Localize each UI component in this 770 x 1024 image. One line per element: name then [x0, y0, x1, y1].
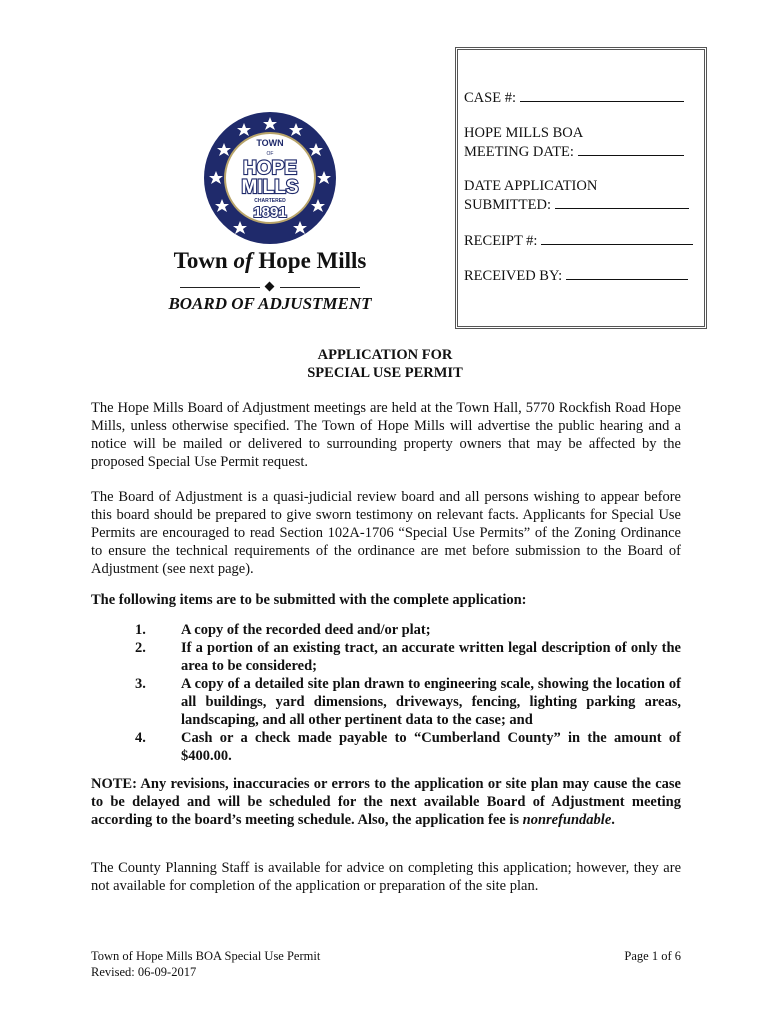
diamond-icon	[265, 282, 275, 292]
note-nonrefundable: nonrefundable	[522, 812, 612, 828]
meeting-date-row	[464, 142, 684, 161]
title-ornament-divider	[180, 281, 360, 293]
date-application-line1: DATE APPLICATION	[464, 178, 598, 194]
receipt-row	[464, 231, 693, 250]
intro-paragraph: The Hope Mills Board of Adjustment meetings are held at the Town Hall, 5770 Rockfish Road Hope Mills, unless otherwise specified. The Town of Hope Mills will advertise the public hearing and a notice will be mailed or delivered to surrounding property owners that may be affected by the proposed Special Use Permit request.	[91, 400, 681, 470]
submitted-label: SUBMITTED:	[464, 197, 551, 213]
items-list	[91, 621, 681, 771]
list-item-text: Cash or a check made payable to “Cumberland County” in the amount of $400.00.	[181, 730, 681, 764]
board-paragraph: The Board of Adjustment is a quasi-judicial review board and all persons wishing to appear before this board should be prepared to give sworn testimony on relevant facts. Applicants for Special Use Permits are encouraged to read Section 102A-1706 “Special Use Permits” of the Zoning Ordinance to ensure the technical requirements of the ordinance are met before submission to the Board of Adjustment (see next page).	[91, 489, 681, 577]
case-number-label: CASE #:	[464, 90, 516, 106]
list-item-text: A copy of a detailed site plan drawn to engineering scale, showing the location of all buildings, yard dimensions, driveways, fencing, lighting parking areas, landscaping, and all other pertinent data to the case; and	[181, 676, 681, 728]
meeting-date-field[interactable]	[578, 142, 684, 156]
planning-staff-paragraph: The County Planning Staff is available for advice on completing this application; however, they are not available for completion of the application or preparation of the site plan.	[91, 860, 681, 894]
application-title-line1: APPLICATION FOR	[317, 347, 453, 363]
seal-town-text: TOWN	[256, 138, 284, 148]
submitted-date-field[interactable]	[555, 195, 689, 209]
received-by-field[interactable]	[566, 266, 688, 280]
list-item-number: 2.	[135, 640, 146, 656]
application-title-line2: SPECIAL USE PERMIT	[307, 365, 463, 381]
case-number-field[interactable]	[520, 88, 684, 102]
submitted-row	[464, 195, 689, 214]
list-item-text: A copy of the recorded deed and/or plat;	[181, 622, 431, 638]
receipt-number-field[interactable]	[541, 231, 693, 245]
meeting-date-label: MEETING DATE:	[464, 144, 574, 160]
note-text: NOTE: Any revisions, inaccuracies or errors to the application or site plan may cause the case to be delayed and will be scheduled for the next available Board of Adjustment meeting according to the board’s meeting schedule. Also, the application fee is	[91, 776, 681, 828]
seal-name-line1: HOPE	[243, 158, 297, 179]
received-by-label: RECEIVED BY:	[464, 268, 563, 284]
town-title-of: of	[233, 248, 253, 273]
list-item-number: 3.	[135, 676, 146, 692]
received-by-row	[464, 266, 688, 285]
town-title-suffix: Hope Mills	[252, 248, 367, 273]
office-use-box	[455, 47, 707, 329]
footer-doc-title: Town of Hope Mills BOA Special Use Permit	[91, 949, 321, 963]
seal-name-line2: MILLS	[241, 177, 299, 198]
case-number-row	[464, 88, 684, 107]
note-paragraph	[91, 775, 681, 829]
board-heading: BOARD OF ADJUSTMENT	[168, 294, 372, 313]
footer-page-number: Page 1 of 6	[624, 949, 681, 963]
list-item-number: 4.	[135, 730, 146, 746]
items-heading: The following items are to be submitted with the complete application:	[91, 592, 527, 608]
list-item-text: If a portion of an existing tract, an accurate written legal description of only the area to be considered;	[181, 640, 681, 674]
meeting-line1: HOPE MILLS BOA	[464, 125, 584, 141]
town-title	[160, 248, 380, 274]
list-item-number: 1.	[135, 622, 146, 638]
receipt-label: RECEIPT #:	[464, 233, 538, 249]
seal-chartered-text: CHARTERED	[254, 198, 286, 204]
note-period: .	[611, 812, 615, 828]
town-title-prefix: Town	[173, 248, 234, 273]
town-seal-logo	[203, 111, 337, 245]
seal-year: 1891	[253, 204, 287, 221]
footer-revised: Revised: 06-09-2017	[91, 965, 197, 979]
seal-of-text: OF	[266, 151, 274, 157]
